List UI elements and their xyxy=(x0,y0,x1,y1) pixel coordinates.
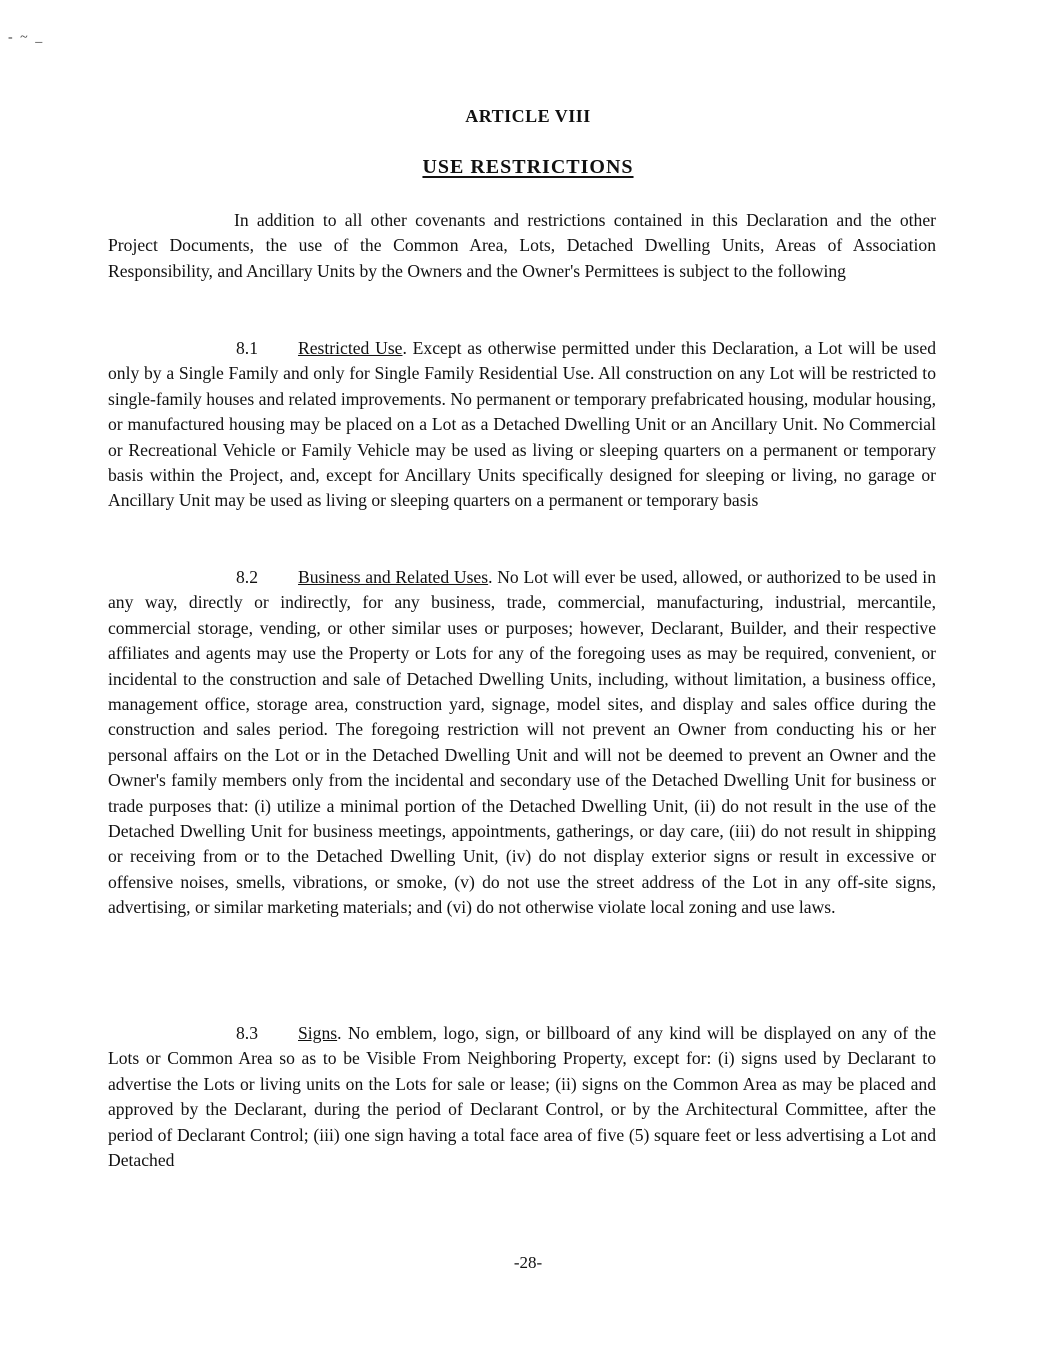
section-heading: Signs xyxy=(298,1023,338,1043)
section-text: No Lot will ever be used, allowed, or authorized to be used in any way, directly or indirectly, for any business, trade, commercial, manufacturing, industrial, mercantile, commercial storage, vending, or other similar uses or purposes; however, Declarant, Builder, and their respective affiliates and agents may use the Property or Lots for any of the foregoing uses as may be required, convenient, or incidental to the construction and sale of Detached Dwelling Units, including, without limitation, a business office, management office, storage area, construction yard, signage, model sites, and display and sales office during the construction and sales period. The foregoing restriction will not prevent an Owner from conducting his or her personal affairs on the Lot or in the Detached Dwelling Unit and will not be deemed to prevent an Owner and the Owner's family members only from the incidental and secondary use of the Detached Dwelling Unit for business or trade purposes that: (i) utilize a minimal portion of the Detached Dwelling Unit, (ii) do not result in the use of the Detached Dwelling Unit for business meetings, appointments, gatherings, or day care, (iii) do not result in shipping or receiving from or to the Detached Dwelling Unit, (iv) do not display exterior signs or result in excessive or offensive noises, smells, vibrations, or smoke, (v) do not use the street address of the Lot in any off-site signs, advertising, or similar marketing materials; and (vi) do not otherwise violate local zoning and use laws. xyxy=(108,567,936,918)
section-text: No emblem, logo, sign, or billboard of any kind will be displayed on any of the Lots or Common Area so as to be Visible From Neighboring Property, except for: (i) signs used by Declarant to advertise the Lots or living units on the Lots for sale or lease; (ii) signs on the Common Area as may be placed and approved by the Declarant, during the period of Declarant Control, or by the Architectural Committee, after the period of Declarant Control; (iii) one sign having a total face area of five (5) square feet or less advertising a Lot and Detached xyxy=(108,1023,936,1171)
section-8-2: 8.2 Business and Related Uses. No Lot will ever be used, allowed, or authorized to be used in any way, directly or indirectly, for any business, trade, commercial, manufacturing, industrial, mercantile, commercial storage, vending, or other similar uses or purposes; however, Declarant, Builder, and their respective affiliates and agents may use the Property or Lots for any of the foregoing uses as may be required, convenient, or incidental to the construction and sale of Detached Dwelling Units, including, without limitation, a business office, management office, storage area, construction yard, signage, model sites, and display and sales office during the construction and sales period. The foregoing restriction will not prevent an Owner from conducting his or her personal affairs on the Lot or in the Detached Dwelling Unit and will not be deemed to prevent an Owner and the Owner's family members only from the incidental and secondary use of the Detached Dwelling Unit for business or trade purposes that: (i) utilize a minimal portion of the Detached Dwelling Unit, (ii) do not result in the use of the Detached Dwelling Unit for business meetings, appointments, gatherings, or day care, (iii) do not result in shipping or receiving from or to the Detached Dwelling Unit, (iv) do not display exterior signs or result in excessive or offensive noises, smells, vibrations, or smoke, (v) do not use the street address of the Lot in any off-site signs, advertising, or similar marketing materials; and (vi) do not otherwise violate local zoning and use laws. xyxy=(108,567,936,918)
section-number: 8.1 xyxy=(236,338,258,358)
section-number: 8.2 xyxy=(236,567,258,587)
section-number: 8.3 xyxy=(236,1023,258,1043)
section-title: USE RESTRICTIONS xyxy=(422,156,634,178)
page-number: -28- xyxy=(513,1253,543,1272)
scan-corner-mark: - ~ _ xyxy=(8,30,45,45)
section-heading: Restricted Use xyxy=(298,338,403,358)
section-heading: Business and Related Uses xyxy=(298,567,489,587)
intro-paragraph xyxy=(108,208,936,284)
section-8-1: 8.1 Restricted Use. Except as otherwise permitted under this Declaration, a Lot will be used only by a Single Family and only for Single Family Residential Use. All construction on any Lot will be restricted to single-family houses and related improvements. No permanent or temporary prefabricated housing, modular housing, or manufactured housing may be placed on a Lot as a Detached Dwelling Unit or an Ancillary Unit. No Commercial or Recreational Vehicle or Family Vehicle may be used as living or sleeping quarters on a permanent or temporary basis within the Project, and, except for Ancillary Units specifically designed for sleeping or living, no garage or Ancillary Unit may be used as living or sleeping quarters on a permanent or temporary basis xyxy=(108,338,937,511)
section-text: Except as otherwise permitted under this Declaration, a Lot will be used only by a Single Family and only for Single Family Residential Use. All construction on any Lot will be restricted to single-family houses and related improvements. No permanent or temporary prefabricated housing, modular housing, or manufactured housing may be placed on a Lot as a Detached Dwelling Unit or an Ancillary Unit. No Commercial or Recreational Vehicle or Family Vehicle may be used as living or sleeping quarters on a permanent or temporary basis within the Project, and, except for Ancillary Units specifically designed for sleeping or living, no garage or Ancillary Unit may be used as living or sleeping quarters on a permanent or temporary basis xyxy=(108,338,937,511)
article-heading: ARTICLE VIII xyxy=(465,106,591,126)
section-8-3: 8.3 Signs. No emblem, logo, sign, or billboard of any kind will be displayed on any of the Lots or Common Area so as to be Visible From Neighboring Property, except for: (i) signs used by Declarant to advertise the Lots or living units on the Lots for sale or lease; (ii) signs on the Common Area as may be placed and approved by the Declarant, during the period of Declarant Control, or by the Architectural Committee, after the period of Declarant Control; (iii) one sign having a total face area of five (5) square feet or less advertising a Lot and Detached xyxy=(108,1023,936,1171)
intro-text: In addition to all other covenants and restrictions contained in this Declaration and the other Project Documents, the use of the Common Area, Lots, Detached Dwelling Units, Areas of Association Responsibility, and Ancillary Units by the Owners and the Owner's Permittees is subject to the following xyxy=(108,210,936,281)
